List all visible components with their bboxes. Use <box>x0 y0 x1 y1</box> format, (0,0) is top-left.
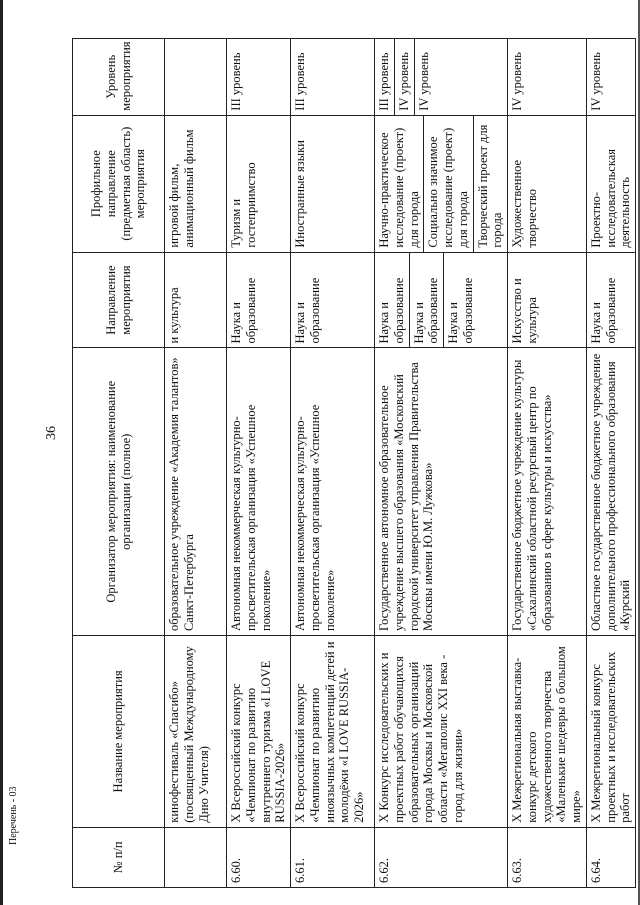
sub-profile: Творческий проект для города <box>473 116 506 252</box>
row-num: 6.63. <box>508 827 587 887</box>
row-organizer: образовательное учреждение «Академия талантов» Санкт-Петербурга <box>165 348 227 636</box>
row-direction: Наука и образование <box>291 252 375 348</box>
events-table <box>72 38 636 888</box>
row-num <box>165 827 227 887</box>
row-organizer: Автономная некоммерческая культурно-просветительская организация «Успешное поколение» <box>227 348 291 636</box>
row-organizer: Государственное бюджетное учреждение культуры «Сахалинский областной ресурсный центр по образованию в сфере культуры и искусства» <box>508 348 587 636</box>
header-direction: Направление мероприятия <box>73 252 165 348</box>
sub-profile: Социально значимое исследование (проект) для города <box>423 116 470 252</box>
row-num: 6.64. <box>586 827 635 887</box>
row-name: X Межрегиональный конкурс проектных и исследовательских работ <box>586 636 635 828</box>
row-direction: и культура <box>165 252 227 348</box>
rotated-table-wrapper <box>72 38 633 888</box>
header-profile: Профильное направление (предметная область) мероприятия <box>73 115 165 252</box>
sub-direction: Наука и образование <box>409 253 442 348</box>
row-direction: Искусство и культура <box>508 252 587 348</box>
row-profile: Художественное творчество <box>508 115 587 252</box>
row-num: 6.61. <box>291 827 375 887</box>
table-row <box>227 39 291 888</box>
table-row <box>508 39 587 888</box>
row-name: X Всероссийский конкурс «Чемпионат по развитию внутреннего туризма «I LOVE RUSSIA-2026» <box>227 636 291 828</box>
table-row <box>375 39 508 888</box>
row-num: 6.60. <box>227 827 291 887</box>
row-organizer: Государственное автономное образовательное учреждение высшего образования «Московский городской университет управления Правительства Москвы имени Ю.М. Лужкова» <box>375 348 508 636</box>
row-organizer: Областное государственное бюджетное учреждение дополнительного профессионального образования «Курский <box>586 348 635 636</box>
header-level: Уровень мероприятия <box>73 39 165 116</box>
header-num: № п/п <box>73 827 165 887</box>
sub-level: IV уровень <box>394 39 412 115</box>
table-header-row <box>73 39 165 888</box>
sub-level: IV уровень <box>414 39 432 115</box>
row-direction <box>375 252 508 348</box>
row-direction: Наука и образование <box>227 252 291 348</box>
row-organizer: Автономная некоммерческая культурно-просветительская организация «Успешное поколение» <box>291 348 375 636</box>
row-level <box>165 39 227 116</box>
row-name: X Межрегиональная выставка-конкурс детского художественного творчества «Маленькие шедевры о большом мире» <box>508 636 587 828</box>
row-profile: Иностранные языки <box>291 115 375 252</box>
sub-profile: Научно-практическое исследование (проект) для города <box>377 127 421 248</box>
row-level: III уровень <box>291 39 375 116</box>
table-row <box>291 39 375 888</box>
row-direction: Наука и образование <box>586 252 635 348</box>
row-profile: Проектно-исследовательская деятельность <box>586 115 635 252</box>
row-profile <box>375 115 508 252</box>
row-level: III уровень <box>227 39 291 116</box>
row-level: IV уровень <box>508 39 587 116</box>
header-name: Название мероприятия <box>73 636 165 828</box>
footer-note: Перечень - 03 <box>8 786 19 845</box>
sub-direction: Наука и образование <box>443 253 476 348</box>
row-level: IV уровень <box>586 39 635 116</box>
table-row <box>586 39 635 888</box>
sub-direction: Наука и образование <box>377 277 406 344</box>
page-number: 36 <box>44 426 59 440</box>
row-profile: игровой фильм, анимационный фильм <box>165 115 227 252</box>
sub-level: III уровень <box>377 52 391 111</box>
table-row <box>165 39 227 888</box>
row-level <box>375 39 508 116</box>
row-name: кинофестиваль «Спасибо» (посвященный Международному Дню Учителя) <box>165 636 227 828</box>
header-organizer: Организатор мероприятия: наименование организации (полное) <box>73 348 165 636</box>
row-profile: Туризм и гостеприимство <box>227 115 291 252</box>
row-num: 6.62. <box>375 827 508 887</box>
row-name: X Всероссийский конкурс «Чемпионат по развитию иноязычных компетенций детей и молодёжи «I LOVE RUSSIA-2026» <box>291 636 375 828</box>
row-name: X Конкурс исследовательских и проектных работ обучающихся образовательных организаций города Москвы и Московской области «Мегаполис XXI века - город для жизни» <box>375 636 508 828</box>
